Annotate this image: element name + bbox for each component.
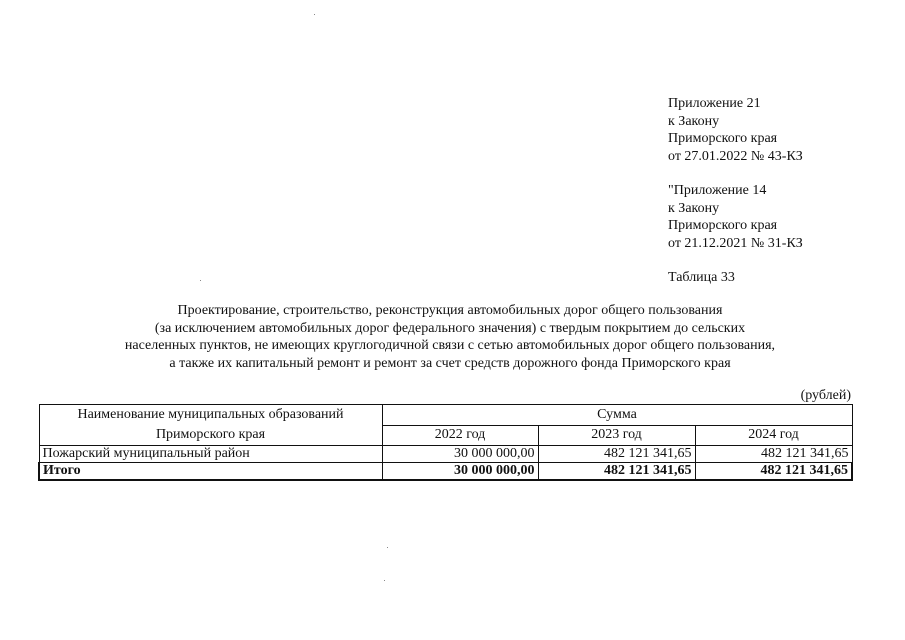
- title-line2: (за исключением автомобильных дорог федерального значения) с твердым покрытием до сельских: [154, 320, 746, 336]
- table-row: [39, 446, 852, 463]
- column-header-name-line1: Наименование муниципальных образований: [77, 407, 344, 422]
- title-line3: населенных пунктов, не имеющих круглогодичной связи с сетью автомобильных дорог общего пользования,: [124, 338, 776, 353]
- total-row: [39, 463, 852, 481]
- appendix-ref-line1: "Приложение 14: [668, 183, 767, 198]
- column-header-sum: Сумма: [382, 405, 852, 426]
- appendix-main-line2: к Закону: [668, 113, 720, 129]
- column-header-name: [39, 405, 382, 446]
- table-title: [40, 302, 860, 372]
- appendix-ref-block: [668, 182, 868, 252]
- scan-speck: [387, 547, 388, 548]
- total-value-2024: 482 121 341,65: [695, 463, 852, 481]
- scan-speck: [200, 280, 201, 281]
- appendix-main-line4: от 27.01.2022 № 43-КЗ: [668, 148, 803, 164]
- budget-table: [38, 404, 853, 481]
- column-header-2022: 2022 год: [382, 425, 538, 446]
- row-value-2024: 482 121 341,65: [695, 446, 852, 463]
- title-line4: а также их капитальный ремонт и ремонт за счет средств дорожного фонда Приморского края: [169, 355, 731, 371]
- row-value-2023: 482 121 341,65: [538, 446, 695, 463]
- appendix-main-line3: Приморского края: [668, 131, 778, 146]
- total-label: Итого: [39, 463, 382, 481]
- scan-speck: [314, 14, 315, 15]
- appendix-main-block: [668, 95, 868, 165]
- row-value-2022: 30 000 000,00: [382, 446, 538, 463]
- table-number: Таблица 33: [668, 270, 735, 285]
- appendix-main-line1: Приложение 21: [668, 96, 761, 111]
- row-name: Пожарский муниципальный район: [39, 446, 382, 463]
- total-value-2022: 30 000 000,00: [382, 463, 538, 481]
- column-header-name-line2: Приморского края: [155, 427, 266, 442]
- appendix-ref-line4: от 21.12.2021 № 31-КЗ: [668, 235, 803, 251]
- column-header-2024: 2024 год: [695, 425, 852, 446]
- total-value-2023: 482 121 341,65: [538, 463, 695, 481]
- title-line1: Проектирование, строительство, реконструкция автомобильных дорог общего пользования: [177, 303, 723, 318]
- appendix-ref-line2: к Закону: [668, 200, 720, 216]
- scan-speck: [384, 580, 385, 581]
- units-label: (рублей): [800, 388, 851, 403]
- appendix-ref-line3: Приморского края: [668, 218, 778, 233]
- column-header-2023: 2023 год: [538, 425, 695, 446]
